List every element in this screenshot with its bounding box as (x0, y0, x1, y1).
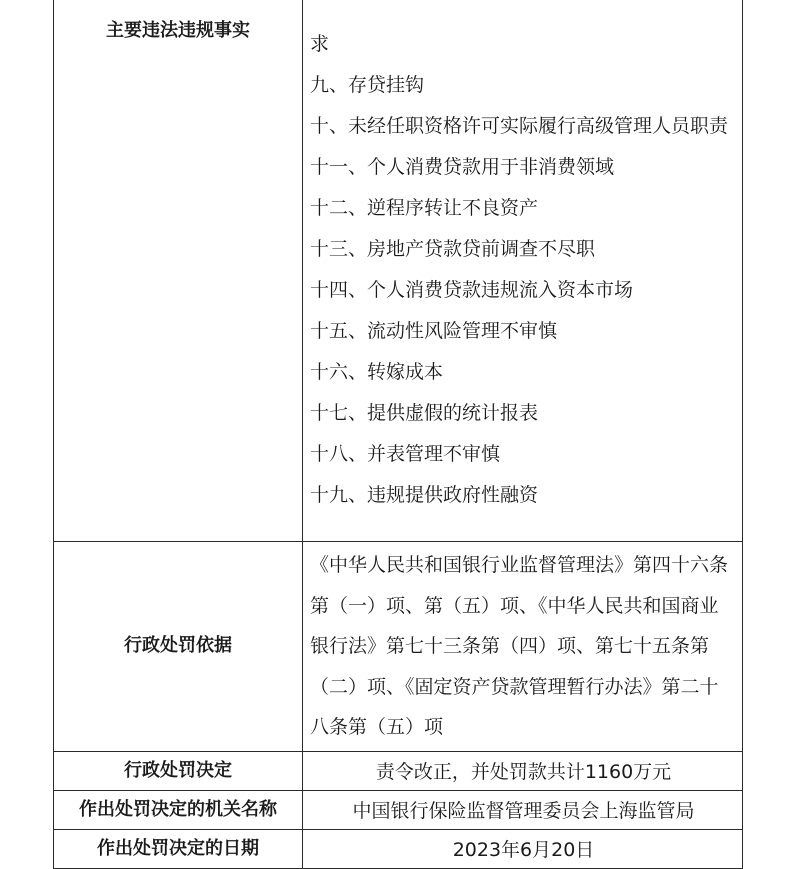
fact-item: 十、未经任职资格许可实际履行高级管理人员职责 (310, 115, 729, 137)
fact-item: 十二、逆程序转让不良资产 (310, 197, 539, 219)
fact-item: 九、存贷挂钩 (310, 74, 425, 96)
fact-item: 十七、提供虚假的统计报表 (310, 402, 539, 424)
decision-date-label: 作出处罚决定的日期 (54, 829, 303, 868)
deciding-authority-value: 中国银行保险监督管理委员会上海监管局 (303, 790, 743, 829)
fact-item: 十九、违规提供政府性融资 (310, 484, 539, 506)
violation-facts-list (303, 0, 743, 542)
penalty-decision-label: 行政处罚决定 (54, 751, 303, 790)
penalty-decision-value: 责令改正，并处罚款共计1160万元 (303, 751, 743, 790)
penalty-basis-text: 《中华人民共和国银行业监督管理法》第四十六条第（一）项、第（五）项、《中华人民共和国商业银行法》第七十三条第（四）项、第七十五条第（二）项、《固定资产贷款管理暂行办法》第二十八条第（五）项 (310, 554, 729, 738)
penalty-basis-value (303, 542, 743, 752)
penalty-basis-label: 行政处罚依据 (54, 542, 303, 752)
penalty-info-table (53, 0, 743, 869)
row-violation-facts (54, 0, 743, 542)
row-penalty-decision (54, 751, 743, 790)
fact-item: 求 (310, 33, 330, 55)
violation-facts-label: 主要违法违规事实 (54, 0, 303, 542)
fact-item: 十六、转嫁成本 (310, 361, 444, 383)
deciding-authority-label: 作出处罚决定的机关名称 (54, 790, 303, 829)
fact-item: 十一、个人消费贷款用于非消费领域 (310, 156, 615, 178)
fact-item: 十五、流动性风险管理不审慎 (310, 320, 558, 342)
fact-item: 十四、个人消费贷款违规流入资本市场 (310, 279, 634, 301)
fact-item: 十八、并表管理不审慎 (310, 443, 501, 465)
row-deciding-authority (54, 790, 743, 829)
row-penalty-basis (54, 542, 743, 752)
row-decision-date (54, 829, 743, 868)
fact-item: 十三、房地产贷款贷前调查不尽职 (310, 238, 596, 260)
decision-date-value: 2023年6月20日 (303, 829, 743, 868)
